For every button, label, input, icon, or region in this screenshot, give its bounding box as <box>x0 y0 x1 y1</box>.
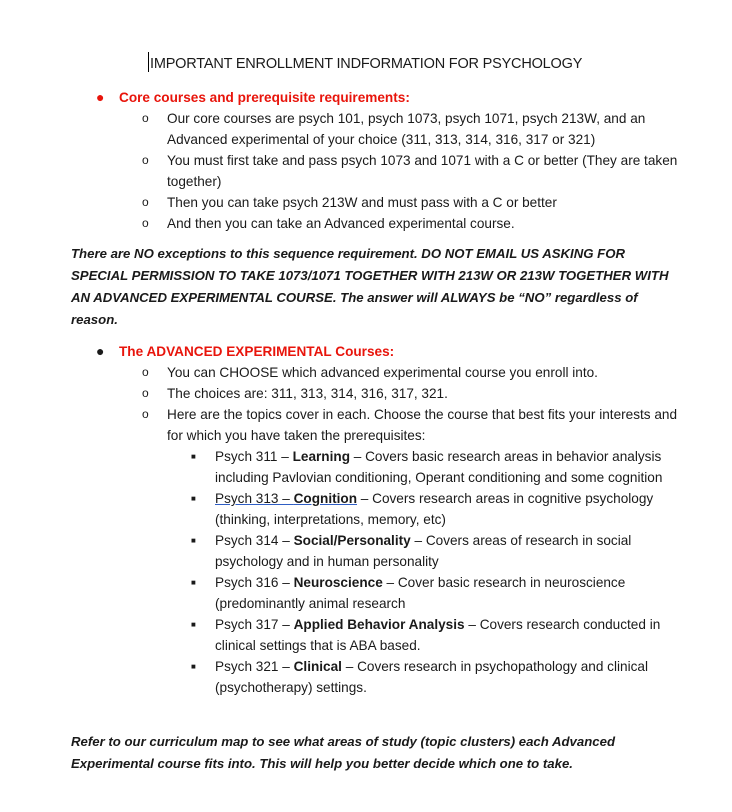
circle-bullet-icon: o <box>142 365 149 379</box>
square-bullet-icon: ■ <box>191 620 196 629</box>
circle-bullet-icon: o <box>142 386 149 400</box>
list-item <box>0 362 692 383</box>
course-topic: Neuroscience <box>293 575 383 590</box>
course-number: Psych 316 – <box>215 575 294 590</box>
list-item-text: You can CHOOSE which advanced experimental course you enroll into. <box>167 365 598 380</box>
circle-bullet-icon: o <box>142 195 149 209</box>
course-number: Psych 313 – <box>215 491 294 506</box>
circle-bullet-icon: o <box>142 111 149 125</box>
list-item <box>0 108 692 150</box>
course-topic: Cognition <box>293 491 358 506</box>
course-description: – Covers research in psychopathology and clinical (psychotherapy) settings. <box>215 659 648 695</box>
course-topic: Learning <box>292 449 350 464</box>
page-title <box>148 52 582 75</box>
curriculum-map-note: Refer to our curriculum map to see what areas of study (topic clusters) each Advanced Experimental course fits into. This will help you better decide which one to take. <box>71 734 616 771</box>
advanced-courses-section <box>0 341 732 698</box>
list-item-text: Then you can take psych 213W and must pass with a C or better <box>167 195 557 210</box>
list-item-text: And then you can take an Advanced experimental course. <box>167 216 515 231</box>
page-title-text: IMPORTANT ENROLLMENT INDFORMATION FOR PSYCHOLOGY <box>150 56 583 72</box>
list-item-text: You must first take and pass psych 1073 and 1071 with a C or better (They are taken together) <box>167 153 678 189</box>
section-heading <box>0 87 732 108</box>
square-bullet-icon: ■ <box>191 662 196 671</box>
course-topic: Clinical <box>293 659 342 674</box>
list-item-text: Here are the topics cover in each. Choose the course that best fits your interests and for which you have taken the prerequisites: <box>167 407 678 443</box>
course-item-317 <box>0 614 695 656</box>
course-item-314 <box>0 530 695 572</box>
course-description: – Covers areas of research in social psychology and in human personality <box>215 533 632 569</box>
sequence-warning: There are NO exceptions to this sequence requirement. DO NOT EMAIL US ASKING FOR SPECIAL PERMISSION TO TAKE 1073/1071 TOGETHER WITH 213W OR 213W TOGETHER WITH AN ADVANCED EXPERIMENTAL COURSE. The answer will ALWAYS be “NO” regardless of reason. <box>71 246 669 327</box>
course-description: – Covers basic research areas in behavior analysis including Pavlovian conditioning, Operant conditioning and some cognition <box>215 449 663 485</box>
advanced-courses-heading: The ADVANCED EXPERIMENTAL Courses: <box>119 344 395 359</box>
course-description: – Covers research areas in cognitive psychology (thinking, interpretations, memory, etc) <box>215 491 654 527</box>
square-bullet-icon: ■ <box>191 494 196 503</box>
course-topic: Applied Behavior Analysis <box>293 617 465 632</box>
circle-bullet-icon: o <box>142 216 149 230</box>
list-item <box>0 150 692 192</box>
section-heading <box>0 341 732 362</box>
square-bullet-icon: ■ <box>191 452 196 461</box>
course-topic: Social/Personality <box>293 533 411 548</box>
circle-bullet-icon: o <box>142 407 149 421</box>
list-item <box>0 383 692 404</box>
core-courses-heading: Core courses and prerequisite requirements: <box>119 90 410 105</box>
course-description: – Cover basic research in neuroscience (predominantly animal research <box>215 575 626 611</box>
course-description: – Covers research conducted in clinical settings that is ABA based. <box>215 617 661 653</box>
course-item-321 <box>0 656 695 698</box>
course-number: Psych 317 – <box>215 617 294 632</box>
list-item-text: Our core courses are psych 101, psych 1073, psych 1071, psych 213W, and an Advanced experimental of your choice (311, 313, 314, 316, 317 or 321) <box>167 111 646 147</box>
list-item <box>0 213 692 234</box>
circle-bullet-icon: o <box>142 153 149 167</box>
core-courses-section <box>0 87 732 234</box>
square-bullet-icon: ■ <box>191 536 196 545</box>
course-item-316 <box>0 572 695 614</box>
course-number: Psych 311 – <box>215 449 293 464</box>
bullet-icon: ● <box>96 89 105 105</box>
list-item-text: The choices are: 311, 313, 314, 316, 317, 321. <box>167 386 448 401</box>
course-number: Psych 321 – <box>215 659 294 674</box>
list-item <box>0 192 692 213</box>
square-bullet-icon: ■ <box>191 578 196 587</box>
bullet-icon: ● <box>96 343 105 359</box>
text-cursor <box>148 52 149 72</box>
course-item-311 <box>0 446 695 488</box>
course-item-313 <box>0 488 695 530</box>
list-item <box>0 404 692 446</box>
course-number: Psych 314 – <box>215 533 294 548</box>
